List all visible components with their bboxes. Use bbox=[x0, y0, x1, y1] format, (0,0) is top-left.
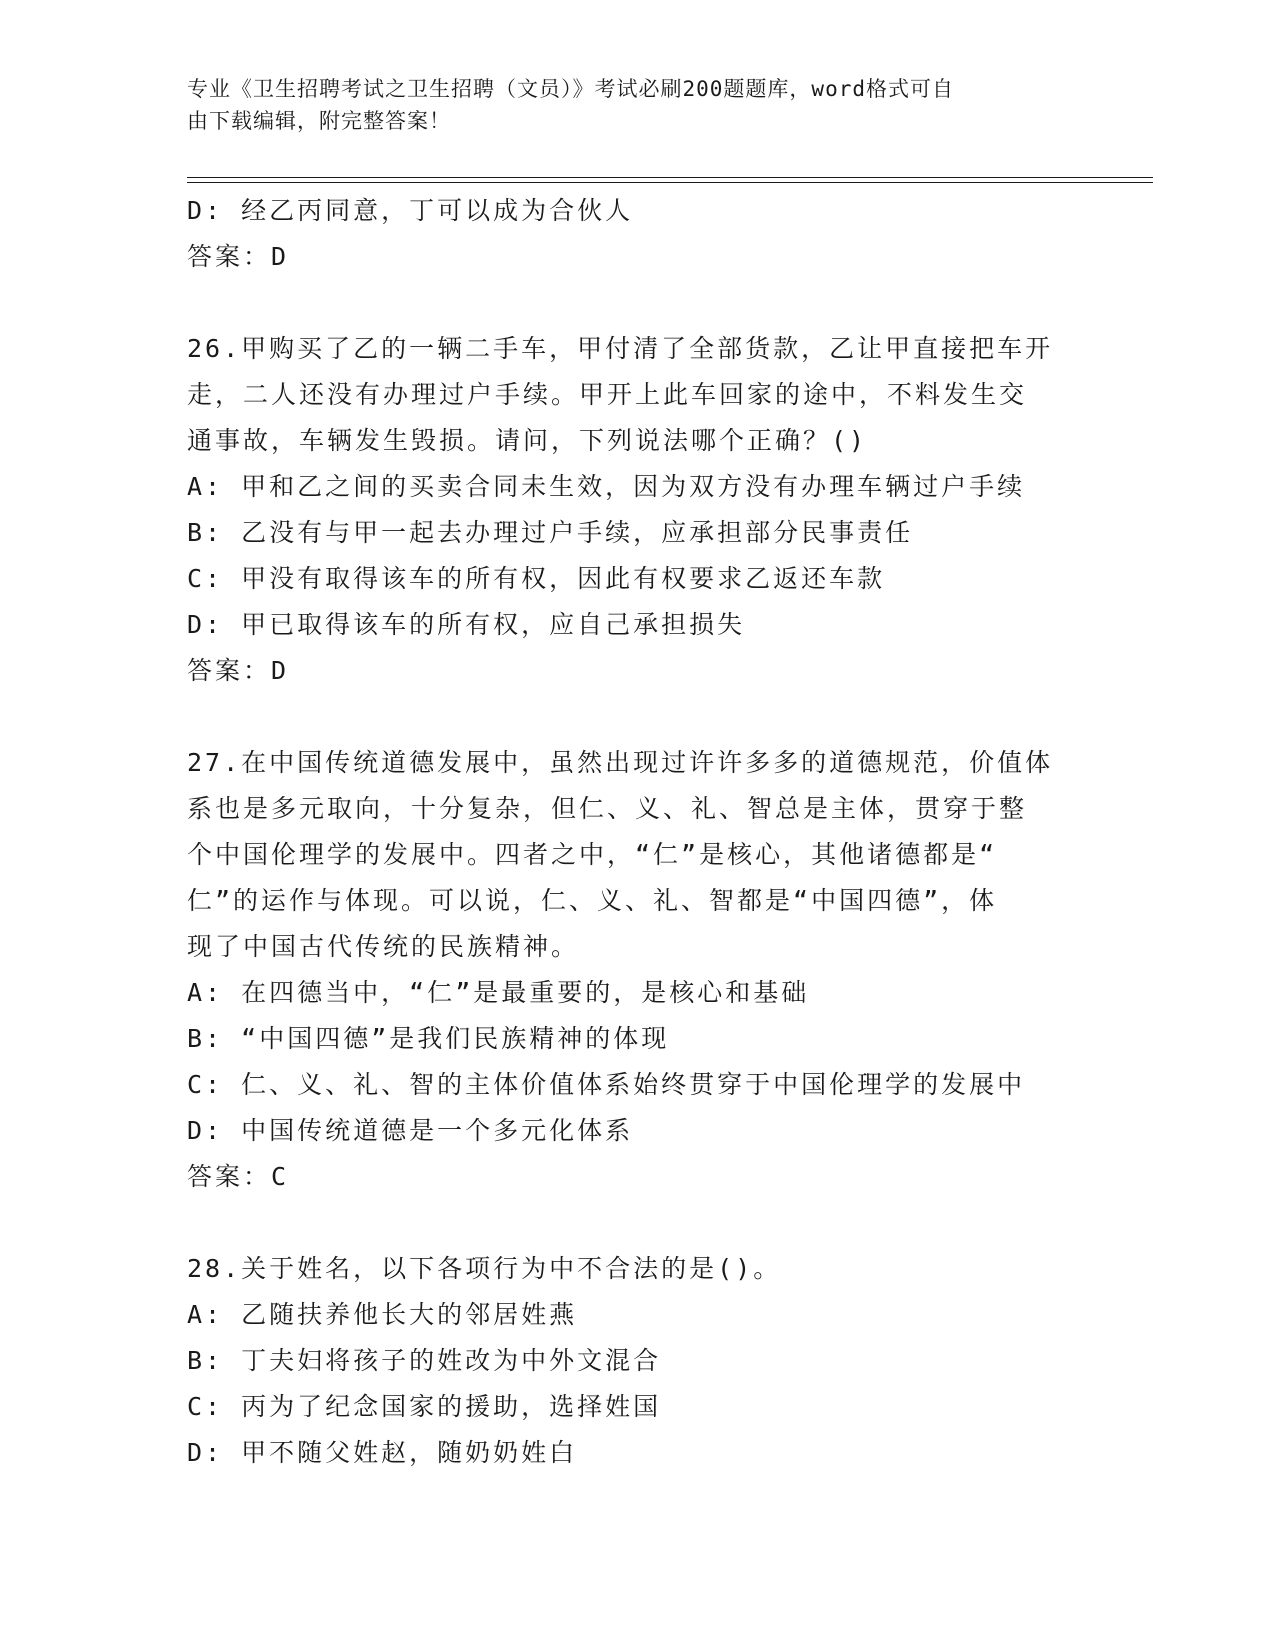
question-stem-line: 28.关于姓名，以下各项行为中不合法的是()。 bbox=[187, 1254, 782, 1283]
question-stem-line: 仁”的运作与体现。可以说，仁、义、礼、智都是“中国四德”，体 bbox=[187, 886, 998, 915]
question-28 bbox=[187, 1246, 1067, 1476]
option-c: C: 丙为了纪念国家的援助，选择姓国 bbox=[187, 1392, 662, 1421]
option-d: D: 经乙丙同意，丁可以成为合伙人 bbox=[187, 196, 634, 225]
document-header bbox=[187, 73, 1067, 137]
question-stem-line: 走，二人还没有办理过户手续。甲开上此车回家的途中，不料发生交 bbox=[187, 380, 1028, 409]
header-line-2: 由下载编辑，附完整答案！ bbox=[187, 109, 451, 133]
option-d: D: 甲不随父姓赵，随奶奶姓白 bbox=[187, 1438, 578, 1467]
question-stem-line: 系也是多元取向，十分复杂，但仁、义、礼、智总是主体，贯穿于整 bbox=[187, 794, 1028, 823]
question-stem-line: 个中国伦理学的发展中。四者之中，“仁”是核心，其他诸德都是“ bbox=[187, 840, 998, 869]
question-27 bbox=[187, 740, 1067, 1200]
option-d: D: 中国传统道德是一个多元化体系 bbox=[187, 1116, 634, 1145]
option-b: B: 乙没有与甲一起去办理过户手续，应承担部分民事责任 bbox=[187, 518, 914, 547]
option-c: C: 仁、义、礼、智的主体价值体系始终贯穿于中国伦理学的发展中 bbox=[187, 1070, 1026, 1099]
question-list bbox=[187, 188, 1067, 1476]
question-stem-line: 27.在中国传统道德发展中，虽然出现过许许多多的道德规范，价值体 bbox=[187, 748, 1054, 777]
answer-label: 答案：C bbox=[187, 1162, 290, 1191]
question-stem-line: 通事故，车辆发生毁损。请问，下列说法哪个正确？() bbox=[187, 426, 868, 455]
spacer bbox=[187, 1200, 1067, 1246]
header-divider-bottom bbox=[187, 182, 1153, 183]
spacer bbox=[187, 694, 1067, 740]
header-divider-top bbox=[187, 177, 1153, 178]
question-stem-line: 现了中国古代传统的民族精神。 bbox=[187, 932, 580, 961]
option-d: D: 甲已取得该车的所有权，应自己承担损失 bbox=[187, 610, 746, 639]
option-c: C: 甲没有取得该车的所有权，因此有权要求乙返还车款 bbox=[187, 564, 886, 593]
spacer bbox=[187, 280, 1067, 326]
option-b: B: 丁夫妇将孩子的姓改为中外文混合 bbox=[187, 1346, 662, 1375]
option-b: B: “中国四德”是我们民族精神的体现 bbox=[187, 1024, 670, 1053]
option-a: A: 甲和乙之间的买卖合同未生效，因为双方没有办理车辆过户手续 bbox=[187, 472, 1026, 501]
question-26 bbox=[187, 326, 1067, 694]
option-a: A: 在四德当中，“仁”是最重要的，是核心和基础 bbox=[187, 978, 810, 1007]
answer-label: 答案：D bbox=[187, 656, 290, 685]
header-line-1: 专业《卫生招聘考试之卫生招聘（文员）》考试必刷200题题库，word格式可自 bbox=[187, 77, 954, 101]
option-a: A: 乙随扶养他长大的邻居姓燕 bbox=[187, 1300, 578, 1329]
question-stem-line: 26.甲购买了乙的一辆二手车，甲付清了全部货款，乙让甲直接把车开 bbox=[187, 334, 1054, 363]
answer-label: 答案：D bbox=[187, 242, 290, 271]
